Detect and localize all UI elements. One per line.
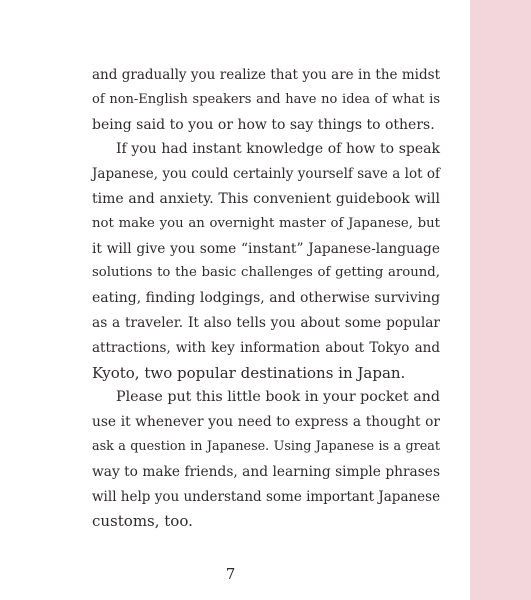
- text-line: time and anxiety. This convenient guidebook will: [92, 190, 440, 207]
- text-line: ask a question in Japanese. Using Japanese is a great: [92, 438, 440, 454]
- text-line: will help you understand some important Japanese: [92, 488, 441, 505]
- paragraph-1: [92, 63, 440, 137]
- text-line: and gradually you realize that you are in the midst: [92, 67, 440, 83]
- paragraph-2: [92, 137, 440, 385]
- paragraph-3: [92, 385, 440, 534]
- text-line: If you had instant knowledge of how to speak: [116, 141, 440, 158]
- text-line: as a traveler. It also tells you about some popular: [92, 314, 440, 331]
- text-line: being said to you or how to say things to others.: [92, 116, 435, 133]
- text-line: Japanese, you could certainly yourself save a lot of: [92, 166, 440, 183]
- text-line: not make you an overnight master of Japanese, but: [92, 215, 440, 231]
- page-edge-strip: [470, 0, 531, 600]
- text-line: of non-English speakers and have no idea of what is: [92, 91, 440, 107]
- text-line: attractions, with key information about Tokyo and: [92, 339, 440, 356]
- text-line: eating, finding lodgings, and otherwise surviving: [92, 290, 441, 307]
- text-line: way to make friends, and learning simple phrases: [92, 463, 440, 480]
- text-line: Please put this little book in your pocket and: [116, 389, 440, 406]
- body-text: [92, 63, 440, 534]
- text-line: it will give you some “instant” Japanese-language: [92, 240, 440, 257]
- text-line: solutions to the basic challenges of getting around,: [92, 265, 440, 281]
- text-line: customs, too.: [92, 512, 193, 531]
- text-line: use it whenever you need to express a thought or: [92, 414, 440, 431]
- text-line: Kyoto, two popular destinations in Japan.: [92, 363, 406, 382]
- page-number: 7: [225, 565, 236, 583]
